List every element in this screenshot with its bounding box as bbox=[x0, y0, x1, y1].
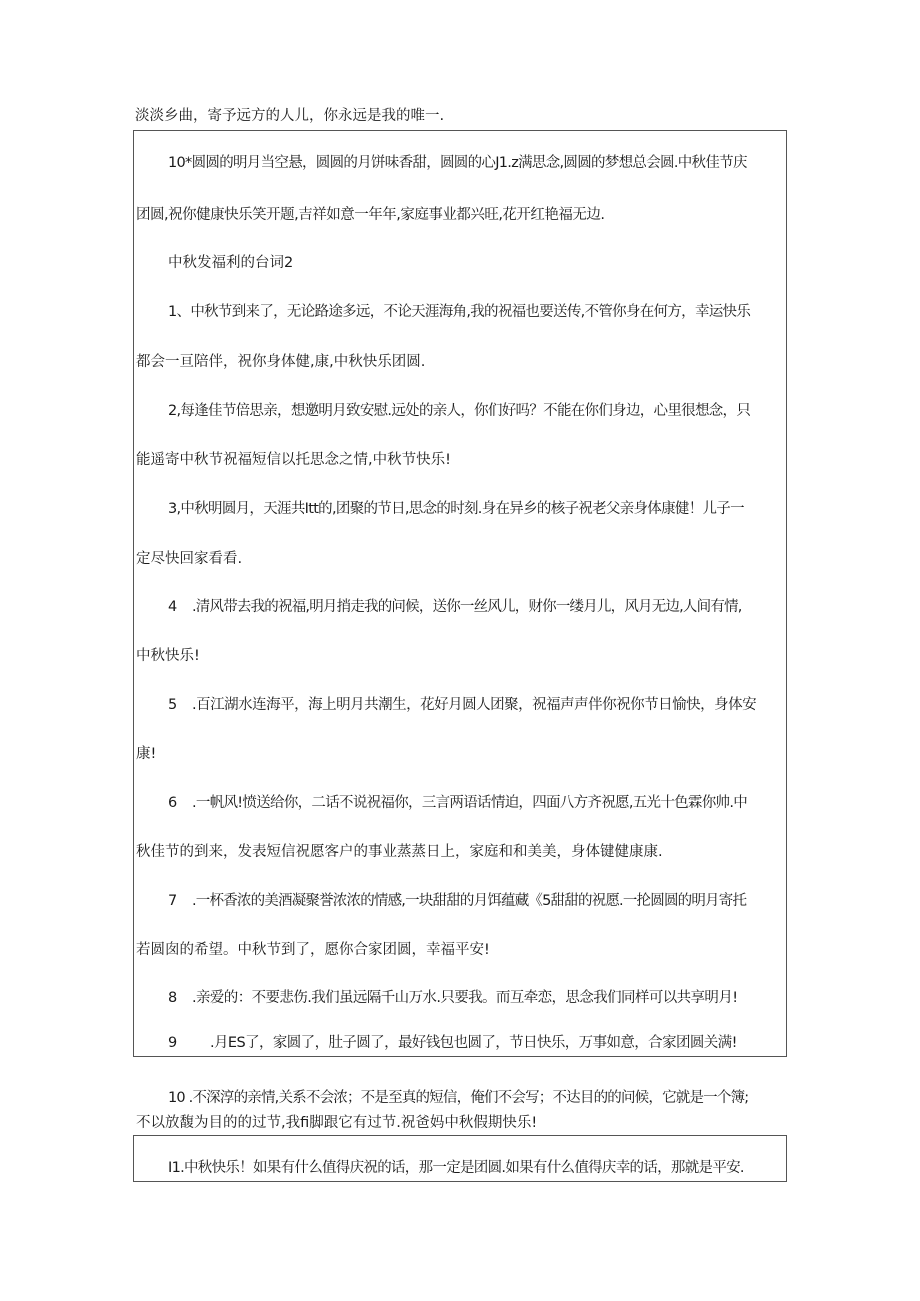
item-1-line-1: 1、中秋节到来了，无论路途多远，不论天涯海角,我的祝福也要送传,不管你身在何方，幸运快乐 bbox=[168, 304, 751, 320]
item-8-number: 8 bbox=[168, 990, 178, 1006]
item-3-line-2: 定尽快回家看看. bbox=[136, 551, 243, 567]
item-7-line-2: 若圆囱的希望。中秋节到了，愿你合家团圆，幸福平安! bbox=[136, 942, 490, 958]
item-6-number: 6 bbox=[168, 795, 178, 811]
item-5-number: 5 bbox=[168, 697, 178, 713]
item-4-line-1: .清风带去我的祝福,明月捎走我的问候，送你一丝风儿，财你一缕月儿，风月无边,人间有情, bbox=[192, 599, 742, 615]
item-7-number: 7 bbox=[168, 893, 178, 909]
item-8-line-1: .亲爱的：不要悲伤.我们虽远隔千山万水.只要我。而互牵恋，思念我们同样可以共享明月! bbox=[192, 990, 738, 1006]
item-5-line-1: .百江湖水连海平，海上明月共潮生，花好月圆人团聚，祝福声声伴你祝你节日愉快，身体安 bbox=[192, 697, 757, 713]
item-6-line-2: 秋佳节的到来，发表短信祝愿客户的事业蒸蒸日上，家庭和和美美，身体键健康康. bbox=[136, 844, 663, 860]
item-11-line-1: I1.中秋快乐！如果有什么值得庆祝的话，那一定是团圆.如果有什么值得庆幸的话，那就是平安. bbox=[168, 1160, 744, 1176]
item-10b-line-2: 不以放馥为目的的过节,我fi脚跟它有过节.祝爸妈中秋假期快乐! bbox=[136, 1115, 538, 1131]
item-7-line-1: .一杯香浓的美酒凝聚誉浓浓的情感,一块甜甜的月饵蕴藏《5甜甜的祝愿.一抡圆圆的明月寄托 bbox=[192, 893, 747, 909]
item-2-line-1: 2,每逢佳节倍思亲，想邀明月致安慰.远处的亲人，你们好吗？不能在你们身边，心里很想念，只 bbox=[168, 403, 751, 419]
item-3-line-1: 3,中秋明圆月，天涯共Itt的,团聚的节日,思念的时刻.身在异乡的核子祝老父亲身体康健！儿子一 bbox=[168, 501, 744, 517]
section-title: 中秋发福利的台词2 bbox=[168, 255, 294, 271]
intro-line: 淡淡乡曲，寄予远方的人儿，你永远是我的唯一. bbox=[135, 108, 445, 124]
item-6-line-1: .一帆风!愤送给你，二话不说祝福你，三言两语话情迫，四面八方齐祝愿,五光十色霖你帅.中 bbox=[192, 795, 748, 811]
item-2-line-2: 能遥寄中秋节祝福短信以托思念之情,中秋节快乐! bbox=[136, 452, 451, 468]
item-4-line-2: 中秋快乐! bbox=[136, 648, 200, 664]
item-9-number: 9 bbox=[168, 1035, 178, 1051]
item-1-line-2: 都会一亘陪伴，祝你身体健,康,中秋快乐团圆. bbox=[136, 354, 426, 370]
item-9-line-1: .月ES了，家圆了，肚子圆了，最好钱包也圆了，节日快乐，万事如意，合家团圆关满! bbox=[210, 1035, 737, 1051]
item-4-number: 4 bbox=[168, 599, 178, 615]
item-5-line-2: 康! bbox=[136, 746, 157, 762]
item-10-line-1: 10*圆圆的明月当空悬，圆圆的月饼味香甜，圆圆的心J1.z满思念,圆圆的梦想总会圆.中秋佳节庆 bbox=[168, 155, 747, 171]
item-10b-line-1: 10 .不深淳的亲情,关系不会浓；不是至真的短信，俺们不会写；不达目的的问候，它就是一个簿; bbox=[168, 1090, 749, 1106]
item-10-line-2: 团圆,祝你健康快乐笑开题,吉祥如意一年年,家庭事业都兴旺,花开红艳福无边. bbox=[136, 207, 605, 223]
